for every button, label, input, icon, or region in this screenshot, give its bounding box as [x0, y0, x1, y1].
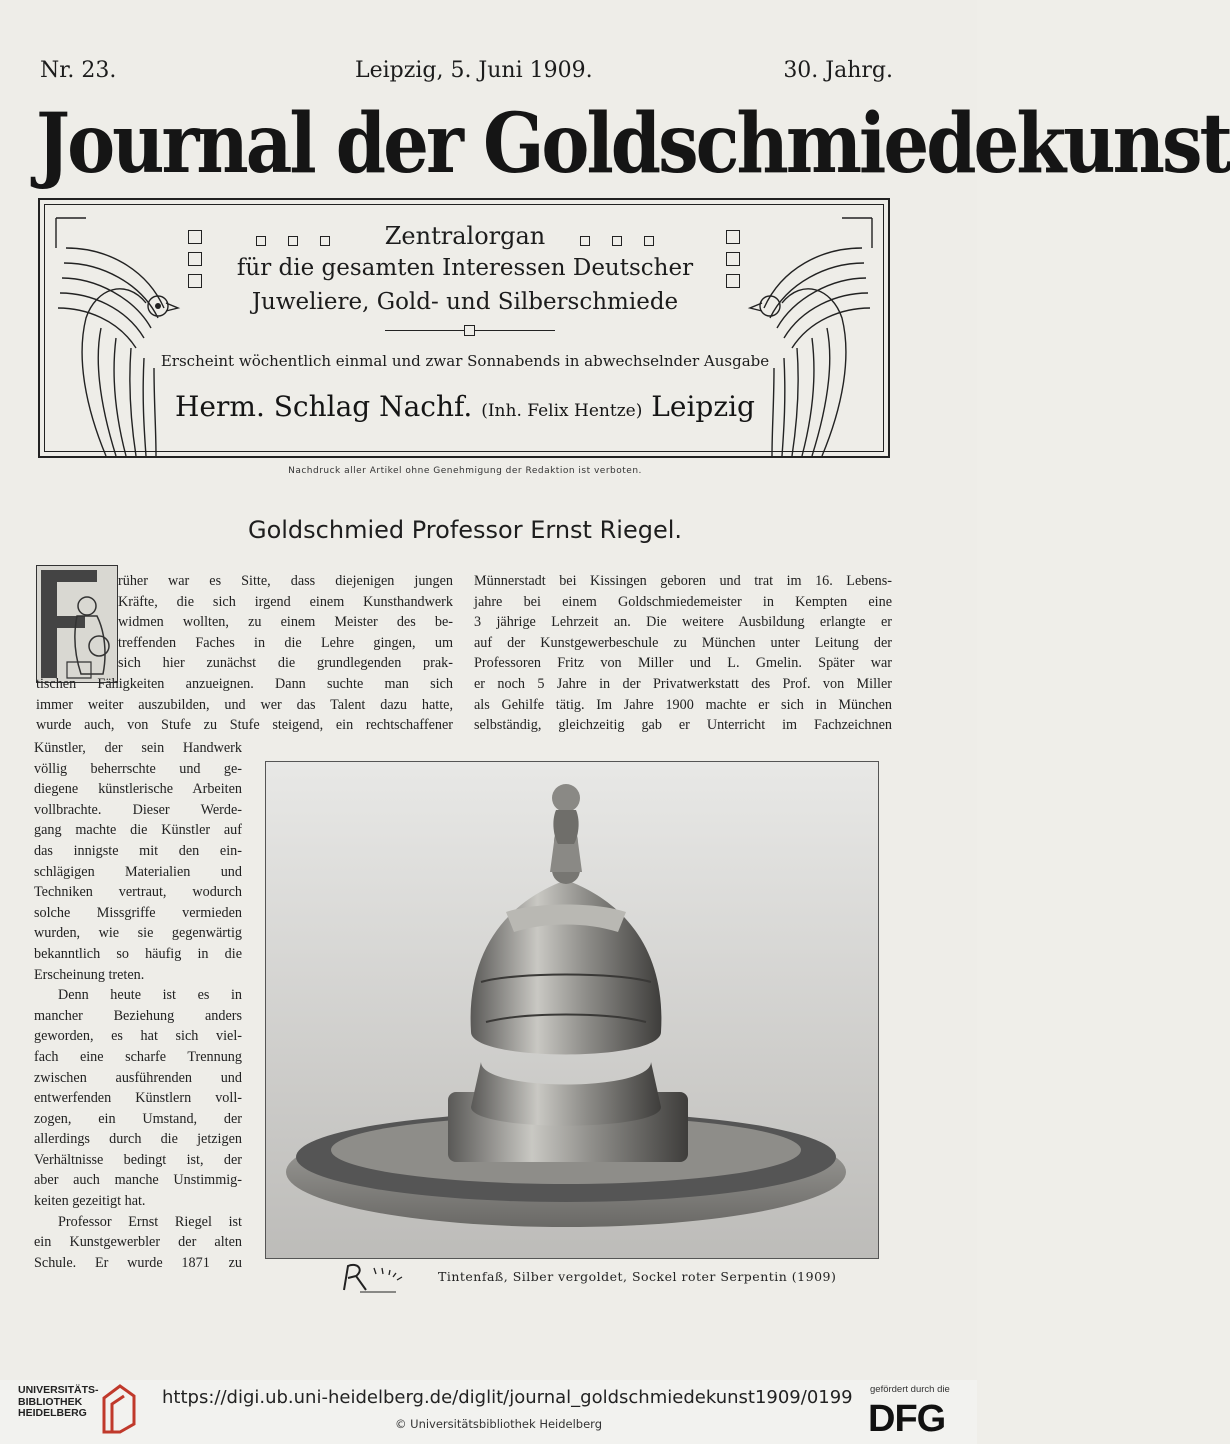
- issue-number: Nr. 23.: [40, 58, 117, 83]
- permalink-url[interactable]: https://digi.ub.uni-heidelberg.de/diglit/journal_goldschmiedekunst1909/0199: [162, 1387, 853, 1408]
- article-col1-intro: [118, 571, 453, 674]
- text-line: Erscheinung treten.: [34, 966, 145, 983]
- text-line: das innigste mit den ein-: [34, 842, 242, 859]
- text-line: schlägigen Materialien und: [34, 863, 242, 880]
- text-line: aber auch manche Unstimmig-: [34, 1172, 242, 1189]
- text-line: Schule. Er wurde 1871 zu: [34, 1254, 242, 1271]
- inkwell-photograph: [265, 761, 879, 1259]
- dfg-logo: DFG: [868, 1398, 946, 1440]
- text-line: mancher Beziehung anders: [34, 1007, 242, 1024]
- text-line: wurden, wie sie gegenwärtig: [34, 925, 242, 942]
- text-line: diegene künstlerische Arbeiten: [34, 781, 242, 798]
- text-line: Künstler, der sein Handwerk: [34, 740, 242, 756]
- text-line: treffenden Faches in die Lehre gingen, um: [118, 634, 453, 651]
- text-line: sich hier zunächst die grundlegenden prak-: [118, 655, 453, 672]
- library-name-line: UNIVERSITÄTS-: [18, 1384, 99, 1396]
- article-col1-narrow: [34, 738, 242, 1273]
- text-line: ein Kunstgewerbler der alten: [34, 1234, 242, 1251]
- publisher-owner: (Inh. Felix Hentze): [481, 401, 643, 421]
- journal-title: Journal der Goldschmiedekunst: [36, 93, 1230, 192]
- text-line: fach eine scharfe Trennung: [34, 1048, 242, 1065]
- publisher-name: Herm. Schlag Nachf.: [175, 390, 473, 423]
- organ-subtitle-line2: Juweliere, Gold- und Silberschmiede: [251, 289, 679, 315]
- text-line: tischen Fähigkeiten anzueignen. Dann suchte man sich: [36, 676, 453, 692]
- digitization-footer: [0, 1380, 977, 1444]
- text-line: allerdings durch die jetzigen: [34, 1131, 242, 1148]
- volume-year: 30. Jahrg.: [783, 58, 893, 83]
- issue-line: [40, 58, 893, 88]
- copyright-line: © Universitätsbibliothek Heidelberg: [395, 1417, 603, 1431]
- text-line: wurde auch, von Stufe zu Stufe steigend, ein rechtschaffener: [36, 717, 453, 734]
- library-name-line: BIBLIOTHEK: [18, 1395, 83, 1408]
- text-line: jahre bei einem Goldschmiedemeister in Kempten eine: [474, 593, 892, 610]
- text-line: Denn heute ist es in: [58, 987, 242, 1004]
- text-line: geworden, es hat sich viel-: [34, 1028, 242, 1045]
- article-title: Goldschmied Professor Ernst Riegel.: [247, 516, 682, 544]
- publication-frequency: Erscheint wöchentlich einmal und zwar Sonnabends in abwechselnder Ausgabe: [160, 352, 770, 370]
- text-line: solche Missgriffe vermieden: [34, 904, 242, 921]
- text-line: Kräfte, die sich irgend einem Kunsthandwerk: [118, 593, 453, 610]
- text-line: 3 jährige Lehrzeit an. Die weitere Ausbildung erlangte er: [474, 614, 892, 631]
- text-line: Verhältnisse bedingt ist, der: [34, 1151, 242, 1168]
- organ-subtitle-line1: für die gesamten Interessen Deutscher: [236, 255, 694, 281]
- text-line: als Gehilfe tätig. Im Jahre 1900 machte er sich in München: [474, 696, 892, 713]
- text-line: widmen wollten, zu einem Meister des be-: [118, 614, 453, 631]
- text-line: vollbrachte. Dieser Werde-: [34, 801, 242, 818]
- publisher-line: [0, 390, 930, 423]
- text-line: völlig beherrschte und ge-: [34, 760, 242, 777]
- text-line: entwerfenden Künstlern voll-: [34, 1090, 242, 1107]
- text-line: er noch 5 Jahre in der Privatwerkstatt des Prof. von Miller: [474, 675, 892, 692]
- text-line: gang machte die Künstler auf: [34, 822, 242, 839]
- funding-note: gefördert durch die: [870, 1384, 950, 1395]
- text-line: keiten gezeitigt hat.: [34, 1193, 146, 1210]
- text-line: selbständig, gleichzeitig gab er Unterricht im Fachzeichnen: [474, 717, 892, 734]
- text-line: bekanntlich so häufig in die: [34, 945, 242, 962]
- divider-box-icon: [464, 325, 475, 336]
- text-line: rüher war es Sitte, dass diejenigen jungen: [118, 573, 453, 589]
- text-line: Münnerstadt bei Kissingen geboren und trat im 16. Lebens-: [474, 573, 892, 589]
- ub-heidelberg-logo-icon: [100, 1384, 136, 1434]
- text-line: zogen, ein Umstand, der: [34, 1110, 242, 1127]
- article-col1-wide: [36, 674, 453, 736]
- library-name: [18, 1385, 98, 1420]
- text-line: auf der Kunstgewerbeschule zu München unter Leitung der: [474, 634, 892, 651]
- issue-date: Leipzig, 5. Juni 1909.: [355, 58, 593, 83]
- text-line: Techniken vertraut, wodurch: [34, 884, 242, 901]
- dropcap-f-illustration: [36, 565, 118, 683]
- text-line: Professor Ernst Riegel ist: [58, 1213, 242, 1230]
- publisher-city: Leipzig: [651, 390, 755, 423]
- text-line: Professoren Fritz von Miller und L. Gmelin. Später war: [474, 655, 892, 672]
- library-name-line: HEIDELBERG: [18, 1407, 87, 1419]
- text-line: zwischen ausführenden und: [34, 1069, 242, 1086]
- article-col2: [474, 571, 892, 736]
- reprint-notice: Nachdruck aller Artikel ohne Genehmigung der Redaktion ist verboten.: [288, 466, 642, 476]
- organ-heading: Zentralorgan: [384, 222, 546, 250]
- photo-caption: Tintenfaß, Silber vergoldet, Sockel roter Serpentin (1909): [438, 1269, 837, 1284]
- text-line: immer weiter auszubilden, und wer das Talent dazu hatte,: [36, 696, 453, 713]
- artist-monogram: [340, 1260, 410, 1294]
